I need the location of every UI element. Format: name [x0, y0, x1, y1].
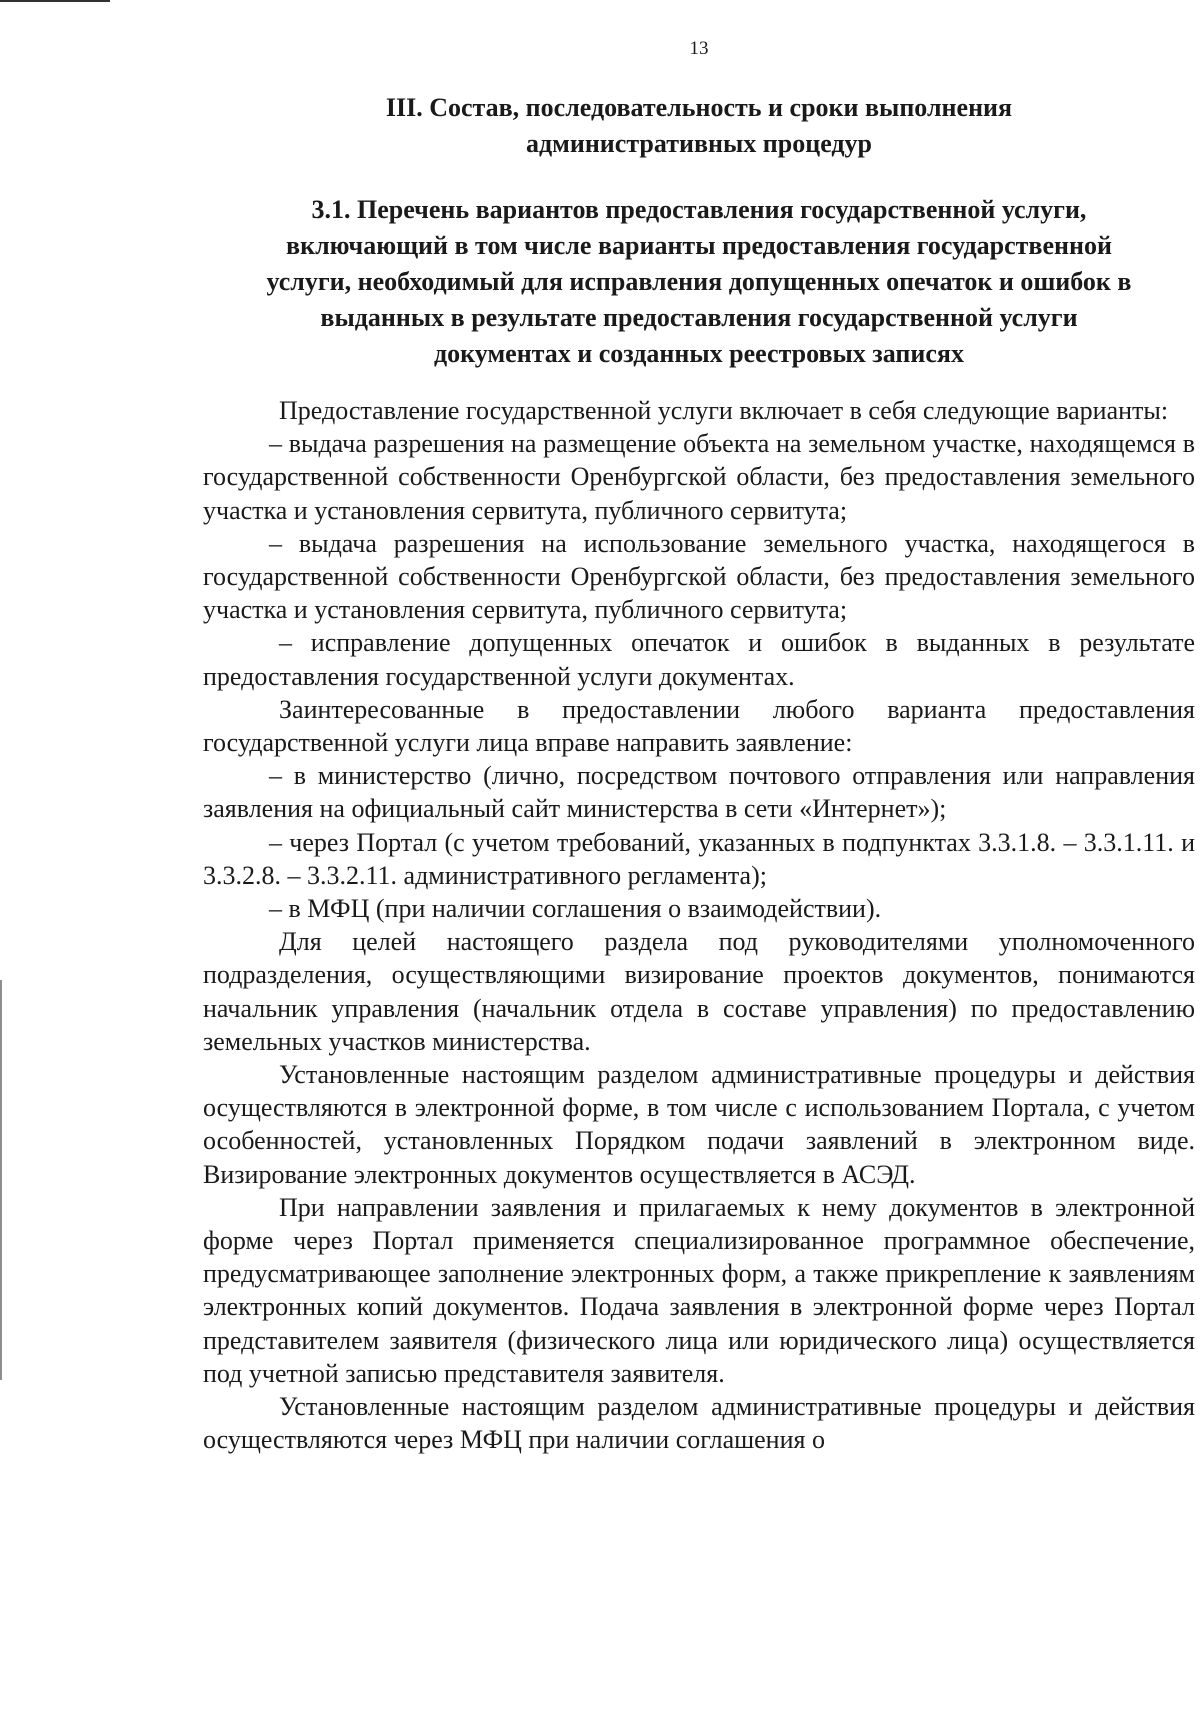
body-text [203, 394, 1195, 1457]
paragraph-intro: Предоставление государственной услуги включает в себя следующие варианты: [279, 396, 1169, 425]
paragraph-supervisors: Для целей настоящего раздела под руководителями уполномоченного подразделения, осуществляющими визирование проектов документов, понимаются начальник управления (начальник отдела в составе управления) по предоставлению земельных участков министерства. [203, 927, 1195, 1056]
subsection-heading-line: включающий в том числе варианты предоставления государственной [286, 231, 1112, 260]
list-item-mfc: – в МФЦ (при наличии соглашения о взаимодействии). [269, 894, 882, 924]
paragraph-mfc-procedures: Установленные настоящим разделом административные процедуры и действия осуществляются через МФЦ при наличии соглашения о [203, 1392, 1195, 1455]
list-item-ministry: – в министерство (лично, посредством почтового отправления или направления заявления на официальный сайт министерства в сети «Интернет»); [203, 761, 1195, 824]
subsection-heading-line: документах и созданных реестровых записях [434, 339, 964, 368]
list-item-portal: – через Портал (с учетом требований, указанных в подпунктах 3.3.1.8. – 3.3.1.11. и 3.3.2.8. – 3.3.2.11. административного регламента); [203, 827, 1195, 890]
subsection-heading-line: 3.1. Перечень вариантов предоставления государственной услуги, [311, 195, 1087, 224]
page-number: 13 [689, 38, 709, 59]
subsection-heading [203, 192, 1195, 372]
section-heading [203, 90, 1195, 162]
section-heading-line: административных процедур [525, 129, 873, 158]
list-item-use-permit: – выдача разрешения на использование земельного участка, находящегося в государственной собственности Оренбургской области, без предоставления земельного участка и установления сервитута, публичного сервитута; [203, 528, 1195, 625]
subsection-heading-line: услуги, необходимый для исправления допущенных опечаток и ошибок в [266, 267, 1132, 296]
paragraph-electronic-form: Установленные настоящим разделом административные процедуры и действия осуществляются в электронной форме, в том числе с использованием Портала, с учетом особенностей, установленных Порядком подачи заявлений в электронном виде. Визирование электронных документов осуществляется в АСЭД. [203, 1060, 1195, 1189]
scan-edge-mark [0, 0, 110, 2]
scan-edge-shadow [0, 980, 2, 1380]
list-item-error-correction: – исправление допущенных опечаток и ошибок в выданных в результате предоставления государственной услуги документах. [203, 628, 1195, 691]
list-item-placement-permit: – выдача разрешения на размещение объекта на земельном участке, находящемся в государственной собственности Оренбургской области, без предоставления земельного участка и установления сервитута, публичного сервитута; [203, 429, 1195, 525]
paragraph-portal-submission: При направлении заявления и прилагаемых к нему документов в электронной форме через Портал применяется специализированное программное обеспечение, предусматривающее заполнение электронных форм, а также прикрепление к заявлениям электронных копий документов. Подача заявления в электронной форме через Портал представителем заявителя (физического лица или юридического лица) осуществляется под учетной записью представителя заявителя. [203, 1192, 1195, 1388]
section-heading-line: III. Состав, последовательность и сроки выполнения [385, 93, 1013, 122]
paragraph-applicants: Заинтересованные в предоставлении любого варианта предоставления государственной услуги лица вправе направить заявление: [203, 694, 1195, 758]
subsection-heading-line: выданных в результате предоставления государственной услуги [320, 303, 1078, 332]
